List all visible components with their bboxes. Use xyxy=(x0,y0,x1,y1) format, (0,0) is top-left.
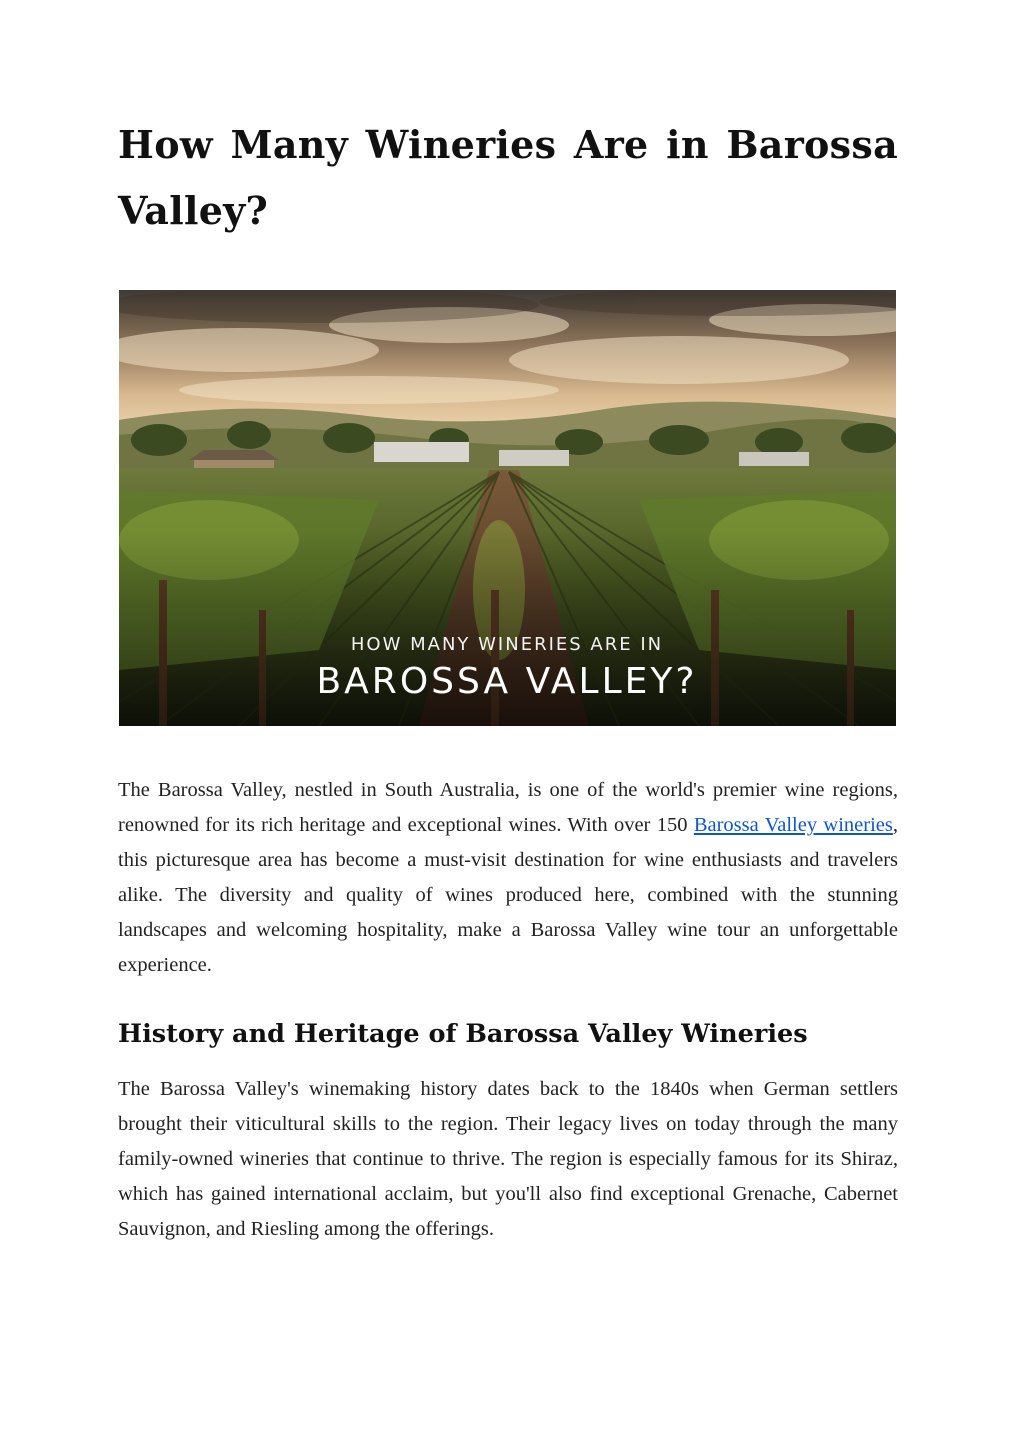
section-heading-history: History and Heritage of Barossa Valley Wineries xyxy=(118,1019,808,1049)
barossa-wineries-link[interactable]: Barossa Valley wineries xyxy=(693,814,893,836)
intro-paragraph xyxy=(118,773,898,983)
hero-overlay-line2: BAROSSA VALLEY? xyxy=(316,661,698,702)
history-paragraph: The Barossa Valley's winemaking history dates back to the 1840s when German settlers brought their viticultural skills to the region. Their legacy lives on today through the many family-owned wineries that continue to thrive. The region is especially famous for its Shiraz, which has gained international acclaim, but you'll also find exceptional Grenache, Cabernet Sauvignon, and Riesling among the offerings. xyxy=(118,1078,898,1240)
intro-text-after-link: , this picturesque area has become a must-visit destination for wine enthusiasts and travelers alike. The diversity and quality of wines produced here, combined with the stunning landscapes and welcoming hospitality, make a Barossa Valley wine tour an unforgettable experience. xyxy=(118,814,898,976)
hero-overlay-line1: HOW MANY WINERIES ARE IN xyxy=(350,634,664,655)
intro-text-before-link: The Barossa Valley, nestled in South Australia, is one of the world's premier wine regions, renowned for its rich heritage and exceptional wines. With over 150 xyxy=(118,779,898,836)
hero-image xyxy=(119,290,896,726)
page-title: How Many Wineries Are in Barossa Valley? xyxy=(118,122,898,233)
